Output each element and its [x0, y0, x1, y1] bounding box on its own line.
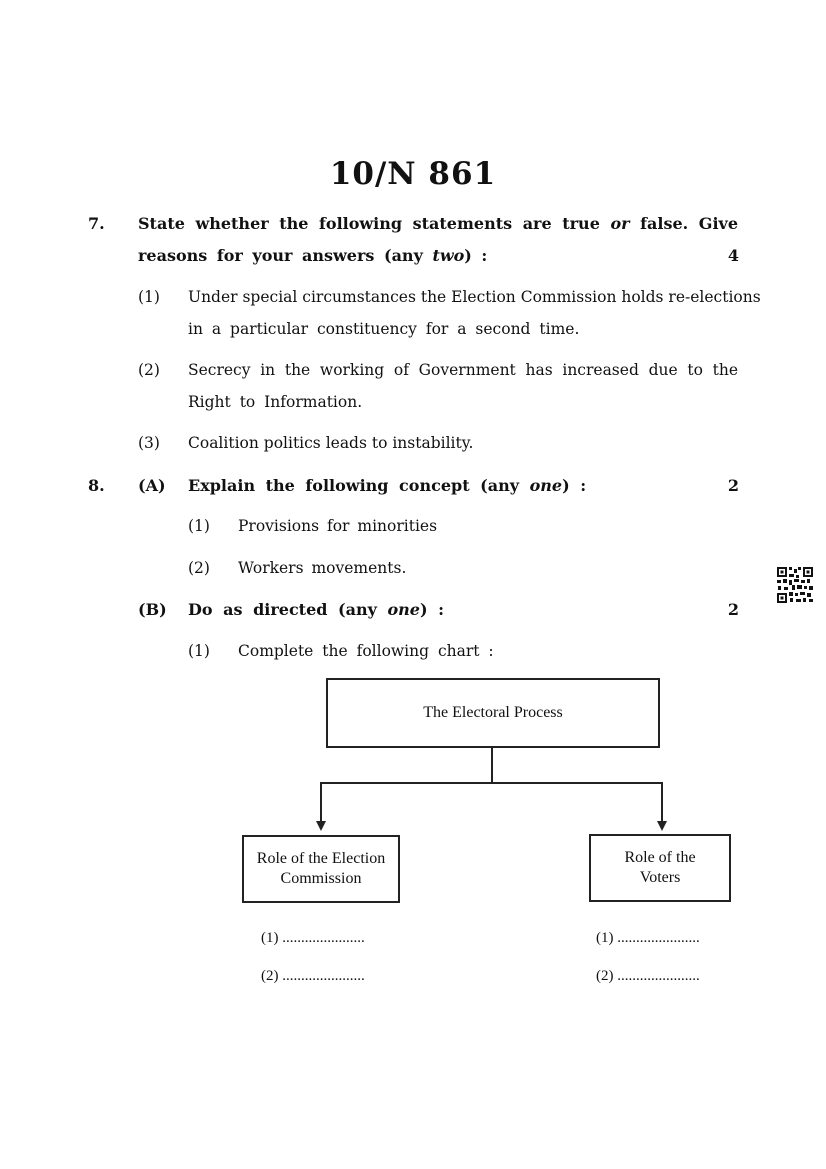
q8-part-a-marks: 2	[727, 476, 739, 495]
q8b-item-1-text: Complete the following chart :	[238, 642, 494, 660]
left-blank-2[interactable]: (2) ......................	[261, 968, 365, 984]
question-number-7: 7.	[88, 214, 105, 233]
q7-text-or: or	[610, 214, 630, 233]
q8b-text-b: ) :	[419, 600, 444, 619]
chart-box-electoral-process-label: The Electoral Process	[423, 704, 563, 721]
chart-box-electoral-process	[326, 678, 660, 748]
q7-text-1b: false. Give	[629, 214, 738, 233]
chart-box-election-commission	[242, 835, 400, 903]
q8b-text-one: one	[387, 600, 420, 619]
q8b-item-1-number: (1)	[188, 642, 210, 660]
q8a-item-1-number: (1)	[188, 517, 210, 535]
page-title: 10/N 861	[329, 156, 497, 192]
q8a-text-one: one	[529, 476, 563, 495]
q8-part-b-label: (B)	[138, 600, 167, 619]
question-number-8: 8.	[88, 476, 105, 495]
q8a-item-2-number: (2)	[188, 559, 210, 577]
q7-item-2-line-2: Right to Information.	[188, 393, 363, 411]
q7-text-two: two	[432, 246, 465, 265]
q8-part-b-marks: 2	[727, 600, 739, 619]
q7-item-2-line-1: Secrecy in the working of Government has increased due to the	[188, 361, 738, 379]
q7-item-1-number: (1)	[138, 288, 160, 306]
right-blank-2[interactable]: (2) ......................	[596, 968, 700, 984]
q8a-item-1-text: Provisions for minorities	[238, 517, 438, 535]
q8a-text-b: ) :	[562, 476, 587, 495]
q7-item-1-line-2: in a particular constituency for a second time.	[188, 320, 580, 338]
q7-item-1-line-1: Under special circumstances the Election Commission holds re-elections	[188, 288, 761, 306]
q7-item-2-number: (2)	[138, 361, 160, 379]
q7-item-3-line-1: Coalition politics leads to instability.	[188, 434, 474, 452]
q7-item-3-number: (3)	[138, 434, 160, 452]
q7-text-1a: State whether the following statements are true	[138, 214, 611, 233]
q8a-text-a: Explain the following concept (any	[188, 476, 530, 495]
chart-box-voters-label: Role of the Voters	[624, 849, 696, 886]
left-blank-1[interactable]: (1) ......................	[261, 930, 365, 946]
q7-text-2a: reasons for your answers (any	[138, 246, 433, 265]
question-7-marks: 4	[727, 246, 739, 265]
right-blank-1[interactable]: (1) ......................	[596, 930, 700, 946]
q8-part-a-label: (A)	[138, 476, 166, 495]
q8b-text-a: Do as directed (any	[188, 600, 388, 619]
q7-text-2b: ) :	[464, 246, 488, 265]
chart-box-election-commission-label: Role of the Election Commission	[256, 850, 386, 887]
q8a-item-2-text: Workers movements.	[238, 559, 407, 577]
chart-box-voters	[589, 834, 731, 902]
